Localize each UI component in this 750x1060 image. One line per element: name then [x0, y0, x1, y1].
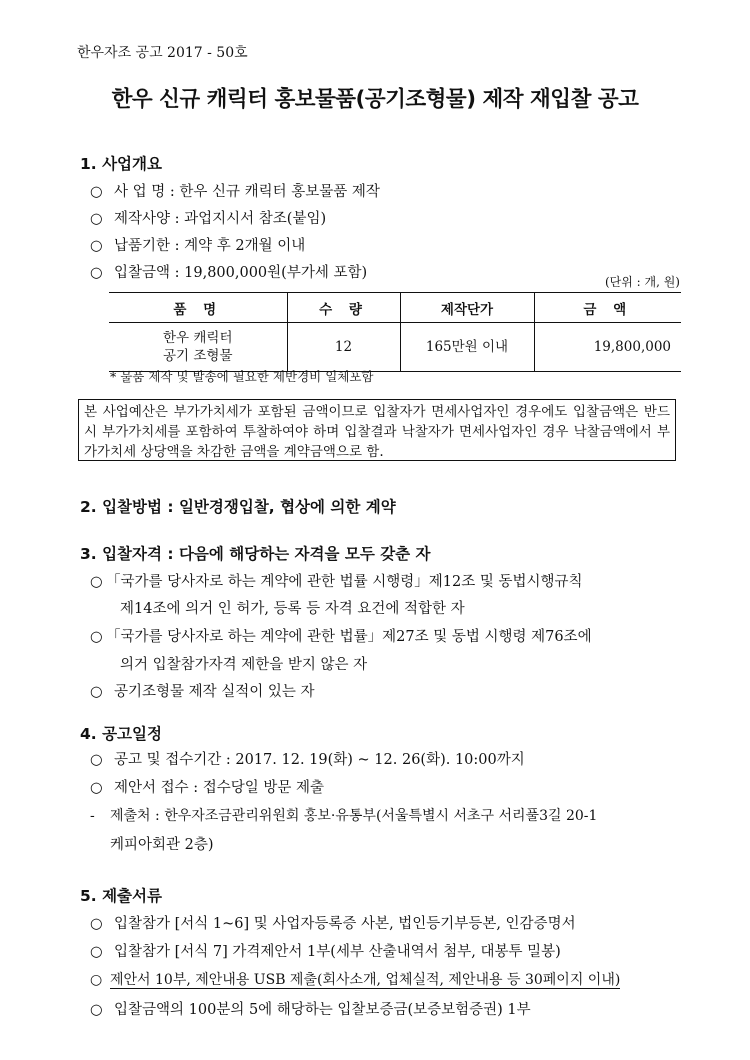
bullet-circle-icon: ○	[90, 972, 103, 988]
section-2-heading: 2. 입찰방법 : 일반경쟁입찰, 협상에 의한 계약	[80, 498, 396, 516]
list-item-continuation: 의거 입찰참가자격 제한을 받지 않은 자	[120, 657, 368, 673]
list-item	[90, 998, 531, 1019]
item-text: 제안서 접수 : 접수당일 방문 제출	[114, 780, 325, 796]
list-item	[90, 625, 592, 646]
item-text: 사 업 명 : 한우 신규 캐릭터 홍보물품 제작	[114, 184, 380, 200]
unit-price-cell: 165만원 이내	[400, 323, 534, 372]
item-text-underlined: 제안서 10부, 제안내용 USB 제출(회사소개, 업체실적, 제안내용 등 30페이지 이내)	[110, 972, 621, 988]
unit-label: (단위 : 개, 원)	[604, 275, 680, 289]
list-item-continuation: 제14조에 의거 인 허가, 등록 등 자격 요건에 적합한 자	[120, 601, 465, 617]
list-item	[90, 805, 597, 825]
item-name-cell	[109, 323, 287, 372]
bullet-circle-icon: ○	[90, 211, 103, 227]
list-item	[90, 570, 583, 591]
list-item-continuation: 케피아회관 2층)	[110, 837, 214, 853]
column-header: 금 액	[534, 293, 681, 323]
item-text: 「국가를 당사자로 하는 계약에 관한 법률 시행령」제12조 및 동법시행규칙	[106, 574, 583, 590]
bullet-circle-icon: ○	[90, 574, 103, 590]
bullet-circle-icon: ○	[90, 238, 103, 254]
notice-box: 본 사업예산은 부가가치세가 포함된 금액이므로 입찰자가 면세사업자인 경우에도 입찰금액은 반드시 부가가치세를 포함하여 투찰하여야 하며 입찰결과 낙찰자가 면세사업자인 경우 낙찰금액에서 부가가치세 상당액을 차감한 금액을 계약금액으로 함.	[78, 399, 676, 461]
bullet-circle-icon: ○	[90, 184, 103, 200]
section-5-heading: 5. 제출서류	[80, 887, 162, 905]
table-footnote: * 물품 제작 및 발송에 필요한 제반경비 일체포함	[110, 369, 374, 384]
list-item	[90, 969, 620, 989]
section-3-heading: 3. 입찰자격 : 다음에 해당하는 자격을 모두 갖춘 자	[80, 545, 431, 563]
item-text: 제출처 : 한우자조금관리위원회 홍보·유통부(서울특별시 서초구 서리풀3길 20-1	[110, 808, 598, 824]
item-text: 입찰금액의 100분의 5에 해당하는 입찰보증금(보증보험증권) 1부	[114, 1002, 531, 1018]
item-text: 「국가를 당사자로 하는 계약에 관한 법률」제27조 및 동법 시행령 제76조에	[106, 629, 592, 645]
item-name-line: 공기 조형물	[163, 348, 233, 364]
item-text: 입찰참가 [서식 1~6] 및 사업자등록증 사본, 법인등기부등본, 인감증명서	[114, 916, 576, 932]
column-header: 수 량	[287, 293, 400, 323]
quantity-cell: 12	[287, 323, 400, 372]
list-item	[90, 207, 326, 228]
bullet-circle-icon: ○	[90, 629, 103, 645]
section-4-heading: 4. 공고일정	[80, 725, 162, 743]
column-header: 제작단가	[400, 293, 534, 323]
item-table	[109, 292, 681, 372]
item-text: 제작사양 : 과업지시서 참조(붙임)	[114, 211, 327, 227]
amount-cell: 19,800,000	[534, 323, 681, 372]
list-item	[90, 180, 380, 201]
item-text: 공고 및 접수기간 : 2017. 12. 19(화) ~ 12. 26(화). 10:00까지	[114, 752, 525, 768]
bullet-circle-icon: ○	[90, 684, 103, 700]
page-title: 한우 신규 캐릭터 홍보물품(공기조형물) 제작 재입찰 공고	[111, 87, 639, 112]
column-header: 품 명	[109, 293, 287, 323]
list-item	[90, 940, 561, 961]
list-item	[90, 680, 315, 701]
table-header-row	[109, 293, 681, 323]
item-text: 납품기한 : 계약 후 2개월 이내	[114, 238, 306, 254]
dash-icon: -	[90, 808, 95, 824]
item-text: 입찰금액 : 19,800,000원(부가세 포함)	[114, 265, 368, 281]
bullet-circle-icon: ○	[90, 780, 103, 796]
bullet-circle-icon: ○	[90, 944, 103, 960]
list-item	[90, 261, 367, 282]
bullet-circle-icon: ○	[90, 265, 103, 281]
document-number: 한우자조 공고 2017 - 50호	[77, 45, 248, 61]
section-1-heading: 1. 사업개요	[80, 155, 162, 173]
list-item	[90, 234, 305, 255]
bullet-circle-icon: ○	[90, 1002, 103, 1018]
bullet-circle-icon: ○	[90, 752, 103, 768]
list-item	[90, 776, 324, 797]
list-item	[90, 912, 576, 933]
item-text: 공기조형물 제작 실적이 있는 자	[114, 684, 315, 700]
item-name-line: 한우 캐릭터	[163, 330, 233, 346]
table-row	[109, 323, 681, 372]
list-item	[90, 748, 525, 769]
bullet-circle-icon: ○	[90, 916, 103, 932]
item-text: 입찰참가 [서식 7] 가격제안서 1부(세부 산출내역서 첨부, 대봉투 밀봉)	[114, 944, 561, 960]
